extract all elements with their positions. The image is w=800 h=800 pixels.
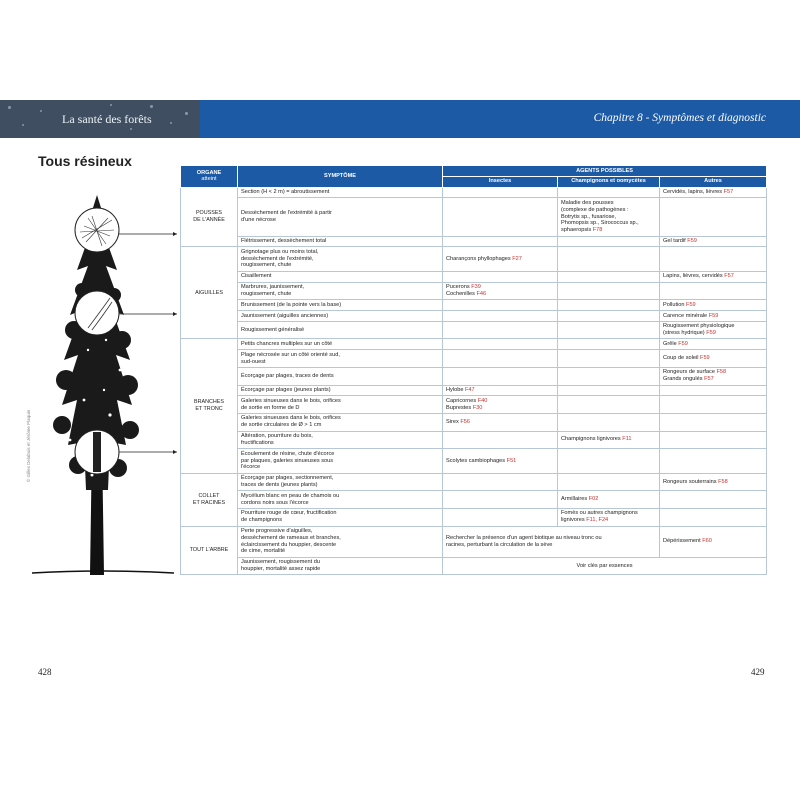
fungi-cell: [558, 350, 660, 368]
cell-line: Perte progressive d'aiguilles,: [241, 528, 313, 534]
others-cell: [660, 413, 767, 431]
section-title: Tous résineux: [38, 153, 132, 169]
others-cell: [660, 350, 767, 368]
sheet-reference: F11, F24: [586, 517, 609, 524]
cell-line: de sortie circulaires de Ø > 1 cm: [241, 422, 322, 429]
insects-cell: [443, 311, 558, 322]
insects-cell: [443, 198, 558, 236]
symptom-cell: [238, 187, 443, 198]
symptom-cell: [238, 198, 443, 236]
agent-name: Phomopsis sp., Sirococcus sp.,: [561, 220, 639, 227]
fungi-cell: [558, 321, 660, 339]
header-insects: Insectes: [443, 176, 558, 187]
sheet-reference: F39: [471, 284, 481, 291]
conifer-tree-illustration: [22, 190, 182, 580]
cell-line: Petits chancres multiples sur un côté: [241, 340, 333, 347]
header-fungi: Champignons et oomycètes: [558, 176, 660, 187]
agent-name: Carence minérale: [663, 312, 709, 319]
agent-name: Armillaires: [561, 496, 589, 503]
symptom-cell: [238, 350, 443, 368]
sheet-reference: F59: [706, 330, 716, 337]
cell-line: rougissement, chute: [241, 290, 292, 297]
page-number-right: 429: [751, 667, 765, 677]
others-cell: [660, 491, 767, 509]
cell-line: Marbrures, jaunissement,: [241, 284, 305, 291]
insects-cell: [443, 396, 558, 414]
others-cell: [660, 271, 767, 282]
cell-line: [663, 302, 763, 309]
cell-line: ET RACINES: [192, 499, 226, 506]
cell-line: [663, 341, 763, 348]
sheet-reference: F47: [464, 387, 475, 393]
agent-name: Cervidés, lapins, lièvres: [663, 189, 724, 196]
cell-line: [446, 405, 554, 412]
table-row: [181, 271, 767, 282]
cell-line: [561, 510, 656, 517]
symptom-cell: [238, 431, 443, 449]
sheet-reference: F30: [472, 404, 483, 411]
symptom-cell: [238, 508, 443, 526]
insects-cell: [443, 282, 558, 300]
fungi-cell: [558, 282, 660, 300]
others-cell: [660, 449, 767, 473]
sheet-reference: F59: [686, 301, 696, 308]
symptom-cell: [238, 271, 443, 282]
insects-cell: [443, 473, 558, 491]
sheet-reference: F57: [724, 273, 734, 280]
others-cell: [660, 321, 767, 339]
symptom-cell: [238, 557, 443, 575]
cell-line: COLLET: [198, 492, 220, 499]
agent-name: Rougissement physiologique: [663, 323, 735, 330]
cell-line: Écorçage par plages, traces de dents: [241, 372, 334, 379]
cell-line: Cisaillement: [241, 273, 272, 280]
table-row: [181, 236, 767, 247]
table-row: [181, 473, 767, 491]
sheet-reference: F58: [718, 478, 728, 485]
symptom-cell: [238, 311, 443, 322]
symptom-cell: [238, 339, 443, 350]
cell-line: dessèchement de rameaux et branches,: [241, 534, 341, 541]
table-row: [181, 247, 767, 271]
page-header-band: [0, 100, 800, 138]
cell-line: Altération, pourriture du bois,: [241, 433, 313, 440]
table-row: [181, 187, 767, 198]
cell-line: ET TRONC: [195, 406, 223, 413]
cell-line: [663, 479, 763, 486]
cell-line: [663, 538, 763, 545]
cell-line: [446, 398, 554, 405]
others-cell: [660, 236, 767, 247]
others-cell: [660, 300, 767, 311]
fungi-cell: [558, 187, 660, 198]
agent-name: (stress hydrique): [663, 330, 707, 337]
cell-line: dessèchement de l'extrémité,: [241, 255, 314, 262]
cell-line: [663, 369, 763, 376]
photo-credit: © Gilles Delabuis et Jérôme Plaquin: [26, 409, 31, 482]
cell-line: [663, 313, 763, 320]
sheet-reference: F78: [592, 227, 603, 234]
symptom-cell: [238, 367, 443, 385]
header-left-panel: [0, 100, 200, 138]
agent-name: Pucerons: [446, 284, 472, 291]
table-row: [181, 413, 767, 431]
insects-cell: [443, 247, 558, 271]
table-row: [181, 557, 767, 575]
cell-line: de cime, mortalité: [241, 548, 286, 555]
cell-line: [561, 436, 656, 443]
sheet-reference: F57: [723, 189, 734, 196]
cell-line: [561, 214, 656, 221]
symptom-cell: [238, 236, 443, 247]
cell-line: [663, 376, 763, 383]
cell-line: AIGUILLES: [195, 289, 223, 296]
fungi-cell: [558, 247, 660, 271]
others-cell: [660, 396, 767, 414]
cell-line: [446, 419, 554, 426]
cell-line: [663, 323, 763, 330]
cell-line: Jaunissement, rougissement du: [241, 559, 320, 566]
others-cell: [660, 339, 767, 350]
table-row: [181, 385, 767, 396]
table-row: [181, 198, 767, 236]
symptom-cell: [238, 385, 443, 396]
sheet-reference: F11: [622, 436, 632, 443]
cell-line: [663, 238, 763, 245]
cell-line: [561, 200, 656, 207]
header-organ: ORGANE atteint: [181, 166, 238, 188]
insects-cell: [443, 449, 558, 473]
merged-agents-cell: Voir clés par essences: [443, 557, 767, 575]
agent-name: sphaeropsis: [561, 227, 593, 234]
cell-line: Galeries sinueuses dans le bois, orifices: [241, 397, 341, 404]
cell-line: [561, 517, 656, 524]
sheet-reference: F59: [708, 312, 719, 319]
symptom-cell: [238, 300, 443, 311]
others-cell: [660, 311, 767, 322]
others-cell: [660, 508, 767, 526]
insects-cell: [443, 350, 558, 368]
fungi-cell: [558, 311, 660, 322]
agent-name: Sirex: [446, 418, 461, 425]
cell-line: BRANCHES: [194, 399, 224, 406]
sheet-reference: F59: [687, 238, 697, 244]
others-cell: [660, 247, 767, 271]
cell-line: POUSSES: [195, 210, 223, 217]
insects-cell: [443, 187, 558, 198]
cell-line: Rougissement généralisé: [241, 326, 305, 333]
cell-line: [446, 284, 554, 291]
insects-cell: [443, 321, 558, 339]
insects-cell: [443, 413, 558, 431]
table-row: [181, 300, 767, 311]
fungi-cell: [558, 413, 660, 431]
agent-name: lignivores: [561, 517, 587, 524]
table-row: [181, 526, 767, 557]
symptom-cell: [238, 526, 443, 557]
sheet-reference: F57: [704, 376, 714, 383]
symptom-cell: [238, 449, 443, 473]
cell-line: Écorçage par plages (jeunes plants): [241, 387, 331, 393]
table-row: [181, 311, 767, 322]
agent-name: Botrytis sp., fusariose,: [561, 213, 617, 220]
cell-line: Grignotage plus ou moins total,: [241, 248, 319, 255]
organ-cell: [181, 526, 238, 575]
cell-line: [446, 458, 554, 465]
agent-name: Grêle: [663, 340, 679, 347]
cell-line: Flétrissement, dessèchement total: [241, 238, 327, 244]
insects-cell: [443, 236, 558, 247]
fungi-cell: [558, 236, 660, 247]
cell-line: [446, 291, 554, 298]
table-row: [181, 508, 767, 526]
agent-name: Buprestes: [446, 404, 473, 411]
cell-line: [663, 355, 763, 362]
others-cell: [660, 367, 767, 385]
sheet-reference: F59: [700, 355, 710, 362]
symptom-cell: [238, 396, 443, 414]
agent-name: Dépérissement: [663, 538, 703, 545]
header-symptom: SYMPTÔME: [238, 166, 443, 188]
book-title: La santé des forêts: [62, 112, 152, 126]
organ-cell: [181, 247, 238, 339]
agent-name: racines, perturbant la circulation de la sève: [446, 541, 553, 548]
table-row: [181, 350, 767, 368]
fungi-cell: [558, 367, 660, 385]
fungi-cell: [558, 508, 660, 526]
table-row: [181, 396, 767, 414]
insects-cell: [443, 491, 558, 509]
cell-line: [446, 535, 656, 542]
fungi-cell: [558, 449, 660, 473]
fungi-cell: [558, 198, 660, 236]
agent-name: Rechercher la présence d'un agent biotique au niveau tronc ou: [446, 534, 602, 541]
sheet-reference: F51: [506, 457, 517, 464]
cell-line: [446, 256, 554, 263]
others-cell: [660, 526, 767, 557]
insects-cell: [443, 367, 558, 385]
conifer-tree-icon: [22, 190, 182, 580]
fungi-cell: [558, 473, 660, 491]
cell-line: Plage nécrosée sur un côté orienté sud,: [241, 351, 340, 358]
table-row: [181, 491, 767, 509]
cell-line: cordons noirs sous l'écorce: [241, 499, 309, 506]
table-row: [181, 367, 767, 385]
agent-name: (complexe de pathogènes :: [561, 206, 629, 213]
cell-line: fructifications: [241, 439, 274, 446]
cell-line: traces de dents (jeunes plants): [241, 481, 318, 488]
merged-agents-cell: [443, 526, 660, 557]
agent-name: Cochenilles: [446, 290, 477, 297]
cell-line: éclaircissement du houppier, descente: [241, 541, 337, 548]
agent-name: Hylobe: [446, 387, 465, 393]
cell-line: [663, 330, 763, 337]
sheet-reference: F46: [476, 290, 487, 297]
cell-line: de champignons: [241, 517, 283, 524]
header-agents: AGENTS POSSIBLES: [443, 166, 767, 177]
cell-line: par plaques, galeries sinueuses sous: [241, 457, 334, 464]
sheet-reference: F60: [702, 538, 712, 545]
cell-line: Brunissement (de la pointe vers la base): [241, 301, 342, 308]
agent-name: Coup de soleil: [663, 355, 701, 362]
cell-line: Jaunissement (aiguilles anciennes): [241, 312, 329, 319]
insects-cell: [443, 431, 558, 449]
symptoms-table: [180, 165, 767, 575]
others-cell: [660, 431, 767, 449]
header-others: Autres: [660, 176, 767, 187]
agent-name: Charançons phyllophages: [446, 255, 513, 262]
fungi-cell: [558, 271, 660, 282]
agent-name: Maladie des pousses: [561, 199, 614, 206]
cell-line: [561, 220, 656, 227]
agent-name: Lapins, lièvres, cervidés: [663, 273, 725, 280]
fungi-cell: [558, 300, 660, 311]
cell-line: [663, 273, 763, 280]
agent-name: Scolytes cambiophages: [446, 457, 507, 464]
cell-line: houppier, mortalité assez rapide: [241, 566, 321, 573]
table-row: [181, 282, 767, 300]
fungi-cell: [558, 396, 660, 414]
agent-name: Rongeurs souterrains: [663, 478, 719, 485]
insects-cell: [443, 508, 558, 526]
cell-line: [561, 207, 656, 214]
agent-name: Gel tardif: [663, 238, 688, 244]
cell-line: rougissement, chute: [241, 262, 292, 269]
cell-line: [663, 189, 763, 196]
agent-name: Fomès ou autres champignons: [561, 510, 638, 517]
insects-cell: [443, 300, 558, 311]
cell-line: Pourriture rouge de cœur, fructification: [241, 510, 337, 517]
insects-cell: [443, 339, 558, 350]
fungi-cell: [558, 431, 660, 449]
organ-cell: [181, 473, 238, 526]
organ-cell: [181, 339, 238, 473]
symptom-cell: [238, 247, 443, 271]
insects-cell: [443, 271, 558, 282]
sheet-reference: F59: [678, 340, 688, 347]
sheet-reference: F40: [477, 397, 488, 404]
agent-name: Champignons lignivores: [561, 436, 623, 443]
others-cell: [660, 187, 767, 198]
organ-cell: [181, 187, 238, 247]
insects-cell: [443, 385, 558, 396]
table-row: [181, 339, 767, 350]
cell-line: [561, 496, 656, 503]
cell-line: Galeries sinueuses dans le bois, orifices: [241, 415, 341, 422]
cell-line: [446, 542, 656, 549]
table-body: [181, 187, 767, 575]
cell-line: de sortie en forme de D: [241, 404, 300, 411]
others-cell: [660, 385, 767, 396]
agent-name: Rongeurs de surface: [663, 369, 717, 376]
symptom-cell: [238, 491, 443, 509]
cell-line: Écoulement de résine, chute d'écorce: [241, 450, 335, 457]
chapter-title: Chapitre 8 - Symptômes et diagnostic: [593, 112, 766, 124]
symptom-cell: [238, 282, 443, 300]
others-cell: [660, 198, 767, 236]
cell-line: Section (H < 2 m) = abroutissement: [241, 189, 330, 196]
sheet-reference: F58: [716, 369, 727, 376]
agent-name: Pollution: [663, 301, 687, 308]
others-cell: [660, 473, 767, 491]
table-row: [181, 321, 767, 339]
symptom-cell: [238, 413, 443, 431]
table-row: [181, 449, 767, 473]
cell-line: DE L'ANNÉE: [193, 216, 225, 223]
cell-line: Dessèchement de l'extrémité à partir: [241, 210, 332, 217]
fungi-cell: [558, 385, 660, 396]
symptom-cell: [238, 321, 443, 339]
sheet-reference: F56: [460, 418, 470, 425]
cell-line: l'écorce: [241, 464, 261, 471]
cell-line: Écorçage par plages, sectionnement,: [241, 475, 334, 482]
cell-line: d'une nécrose: [241, 216, 276, 223]
agent-name: Grands ongulés: [663, 376, 705, 383]
sheet-reference: F02: [588, 496, 599, 503]
sheet-reference: F27: [512, 255, 522, 262]
cell-line: TOUT L'ARBRE: [189, 547, 229, 554]
table-row: [181, 431, 767, 449]
fungi-cell: [558, 339, 660, 350]
cell-line: sud-ouest: [241, 358, 266, 365]
agent-name: Capricornes: [446, 397, 478, 404]
cell-line: Mycélium blanc en peau de chamois ou: [241, 492, 340, 499]
cell-line: [446, 387, 554, 394]
others-cell: [660, 282, 767, 300]
symptom-cell: [238, 473, 443, 491]
page-number-left: 428: [38, 667, 52, 677]
fungi-cell: [558, 491, 660, 509]
cell-line: [561, 227, 656, 234]
